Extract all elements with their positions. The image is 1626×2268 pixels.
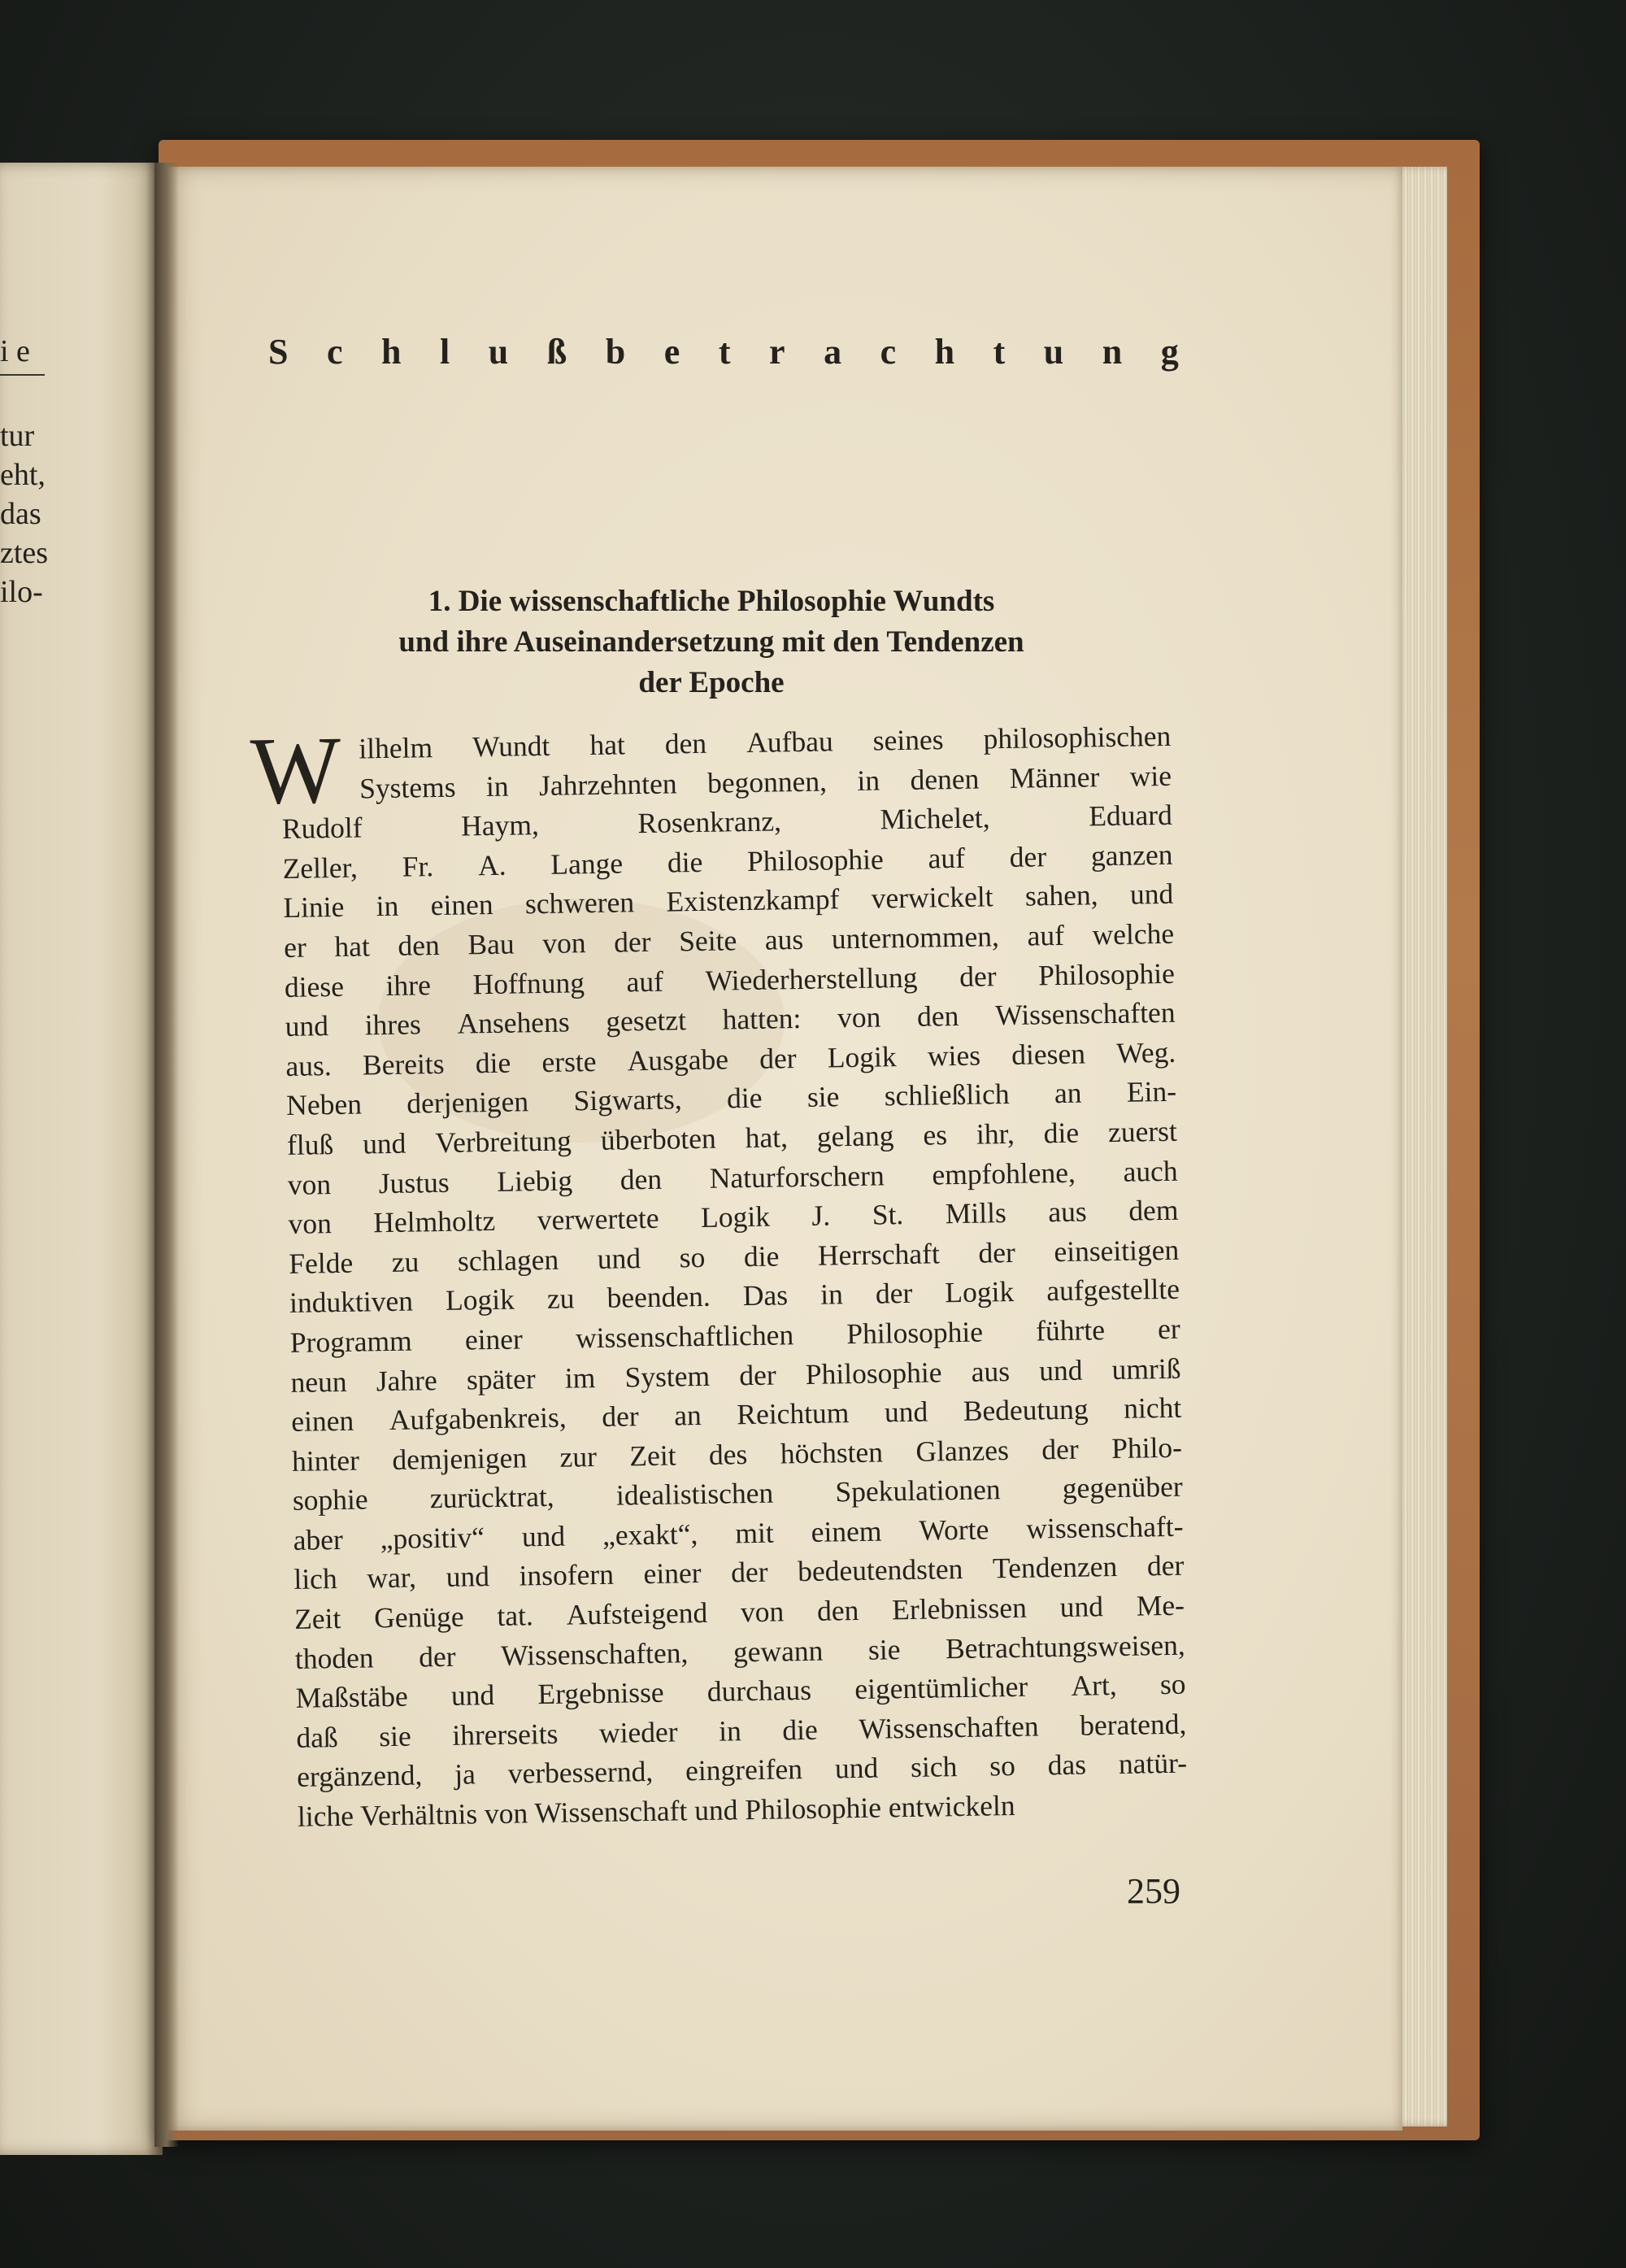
- word: Worte: [919, 1513, 989, 1547]
- word: einen: [430, 888, 493, 922]
- word: Mills: [945, 1196, 1007, 1230]
- word: Genüge: [373, 1600, 464, 1635]
- word: die: [726, 1082, 763, 1115]
- word: sophie: [292, 1482, 368, 1517]
- word: er: [1157, 1312, 1181, 1346]
- word: begonnen,: [706, 764, 828, 799]
- word: Bedeutung: [963, 1392, 1089, 1428]
- word: beenden.: [606, 1280, 711, 1315]
- word: zuerst: [1107, 1114, 1178, 1149]
- word: in: [376, 890, 399, 923]
- word: ganzen: [1090, 838, 1173, 873]
- word: ihres: [364, 1008, 422, 1042]
- word: gesetzt: [606, 1003, 687, 1038]
- word: System: [624, 1359, 711, 1393]
- word: Philosophie: [805, 1355, 942, 1391]
- left-fragment-3: eht,: [0, 458, 46, 492]
- word: und: [1038, 1353, 1083, 1386]
- word: Weg.: [1115, 1035, 1176, 1069]
- word: Wundt: [472, 729, 550, 764]
- word: Das: [742, 1278, 789, 1312]
- gutter-shadow: [154, 163, 179, 2147]
- word: gelang: [816, 1119, 894, 1153]
- word: Logik: [700, 1199, 771, 1234]
- word: verwertete: [537, 1201, 659, 1237]
- word: Philosophie: [746, 842, 885, 877]
- word: in: [857, 764, 880, 797]
- word: einem: [811, 1514, 882, 1548]
- word: Verbreitung: [434, 1124, 572, 1160]
- word: durchaus: [706, 1674, 812, 1709]
- word: thoden: [294, 1641, 374, 1675]
- word: St.: [872, 1198, 904, 1231]
- word: Tendenzen: [992, 1550, 1118, 1585]
- word: so: [1159, 1667, 1186, 1701]
- word: einer: [464, 1322, 524, 1356]
- word: der: [978, 1235, 1016, 1269]
- word: auf: [1027, 918, 1065, 952]
- word: Rudolf: [281, 811, 363, 846]
- word: der: [418, 1639, 456, 1674]
- word: dem: [1128, 1193, 1179, 1227]
- word: in: [485, 769, 509, 803]
- word: fluß: [286, 1127, 334, 1161]
- word: Logik: [445, 1282, 515, 1317]
- word: unternommen,: [831, 920, 1000, 956]
- word: hat,: [745, 1121, 789, 1155]
- heading-line-3: der Epoche: [638, 666, 785, 699]
- word: von: [287, 1167, 332, 1201]
- running-head-letter: S: [268, 331, 289, 372]
- word: Aufgabenkreis,: [389, 1400, 567, 1437]
- word: verbessernd,: [507, 1755, 654, 1791]
- word: Betrachtungsweisen,: [945, 1628, 1186, 1665]
- word: und: [446, 1560, 490, 1594]
- word: Erlebnissen: [891, 1591, 1028, 1626]
- word: aber: [293, 1522, 344, 1556]
- word: er: [283, 930, 307, 964]
- word: Jahrzehnten: [538, 766, 677, 802]
- word: Fr.: [402, 849, 434, 883]
- word: Aufsteigend: [566, 1595, 708, 1631]
- word: Wissenschaften: [858, 1709, 1039, 1745]
- word: Bau: [467, 927, 515, 961]
- running-head-letter: t: [718, 331, 731, 372]
- word: die: [743, 1239, 780, 1273]
- word: der: [613, 925, 651, 959]
- word: Wissenschaften: [994, 995, 1176, 1032]
- word: Ergebnisse: [537, 1675, 664, 1711]
- word: Hoffnung: [472, 965, 585, 1000]
- word: auf: [626, 964, 664, 998]
- running-head-letter: u: [1043, 331, 1064, 372]
- word: ilhelm: [359, 731, 433, 765]
- word: gegenüber: [1062, 1469, 1184, 1505]
- word: höchsten: [780, 1435, 884, 1470]
- word: Justus: [378, 1165, 450, 1199]
- heading-line-2: und ihre Auseinandersetzung mit den Tendenzen: [398, 625, 1024, 659]
- word: und: [285, 1009, 329, 1043]
- word: ihr,: [976, 1117, 1015, 1151]
- left-page-rule: [0, 374, 45, 376]
- word: sahen,: [1024, 878, 1098, 913]
- running-head-letter: e: [663, 331, 680, 372]
- word: Reichtum: [737, 1396, 850, 1431]
- word: lich: [293, 1562, 337, 1596]
- running-head-letter: t: [993, 331, 1006, 372]
- left-fragment-6: ilo-: [0, 575, 43, 609]
- running-head-letter: r: [769, 331, 785, 372]
- running-head-letter: h: [381, 331, 402, 372]
- word: Lange: [550, 847, 624, 881]
- word: bedeutendsten: [797, 1552, 963, 1588]
- word: philosophischen: [983, 719, 1172, 755]
- word: die: [782, 1713, 819, 1747]
- word: welche: [1092, 916, 1175, 951]
- word: diesen: [1011, 1037, 1086, 1071]
- running-head-letter: c: [880, 331, 897, 372]
- word: idealistischen: [615, 1476, 774, 1512]
- word: sie: [806, 1080, 840, 1114]
- word: und: [884, 1395, 928, 1429]
- word: Me-: [1136, 1588, 1185, 1622]
- left-page-text: [0, 163, 49, 2155]
- word: Philosophie: [1037, 956, 1176, 991]
- left-fragment-1: i e: [0, 334, 30, 368]
- word: Spekulationen: [835, 1473, 1001, 1508]
- word: J.: [811, 1199, 831, 1232]
- word: Naturforschern: [709, 1158, 885, 1195]
- word: der: [1146, 1549, 1185, 1582]
- word: der: [730, 1556, 768, 1589]
- word: die: [475, 1046, 511, 1080]
- word: später: [466, 1361, 536, 1396]
- word: und: [450, 1678, 495, 1713]
- word: Helmholtz: [373, 1204, 496, 1239]
- word: Logik: [945, 1275, 1015, 1309]
- word: mit: [735, 1516, 775, 1550]
- running-head-letter: c: [327, 331, 343, 372]
- word: seines: [872, 723, 944, 757]
- word: das: [1047, 1748, 1087, 1782]
- left-facing-page: [0, 163, 163, 2155]
- word: hinter: [291, 1443, 360, 1478]
- word: eigentümlicher: [854, 1669, 1028, 1706]
- word: Zeller,: [282, 851, 359, 885]
- word: daß: [296, 1720, 339, 1754]
- running-head-letter: a: [824, 331, 842, 372]
- word: Existenzkampf: [666, 882, 840, 918]
- running-head-letter: h: [934, 331, 955, 372]
- word: Programm: [289, 1324, 412, 1359]
- word: der: [601, 1400, 639, 1433]
- word: erste: [541, 1044, 597, 1078]
- word: Michelet,: [880, 801, 990, 836]
- word: natür-: [1118, 1747, 1188, 1781]
- word: ergänzend,: [296, 1758, 423, 1794]
- word: den: [916, 999, 959, 1033]
- word: Wiederherstellung: [705, 960, 918, 997]
- heading-line-1: 1. Die wissenschaftliche Philosophie Wundts: [428, 585, 995, 618]
- word: wissenschaftlichen: [575, 1318, 794, 1355]
- word: Herrschaft: [817, 1237, 941, 1272]
- word: Ein-: [1126, 1075, 1177, 1109]
- word: hat: [589, 728, 626, 762]
- word: war,: [367, 1561, 417, 1595]
- running-head-letter: g: [1160, 331, 1179, 372]
- word: Systems: [359, 770, 456, 805]
- word: auch: [1123, 1154, 1178, 1188]
- word: „exakt“,: [602, 1517, 698, 1552]
- word: aus.: [285, 1048, 332, 1082]
- word: einen: [291, 1404, 354, 1438]
- word: zu: [546, 1282, 575, 1316]
- word: Wissenschaften,: [500, 1635, 689, 1672]
- word: es: [923, 1118, 948, 1151]
- word: verwickelt: [871, 880, 993, 915]
- word: Liebig: [497, 1163, 573, 1198]
- word: wie: [1129, 759, 1172, 793]
- word: hat: [334, 929, 371, 963]
- word: wies: [927, 1038, 981, 1073]
- word: Bereits: [362, 1047, 445, 1082]
- word: Felde: [288, 1246, 354, 1280]
- body-text: [280, 716, 1188, 1837]
- word: von: [740, 1595, 785, 1629]
- word: tat.: [497, 1599, 534, 1633]
- word: der: [759, 1041, 797, 1075]
- word: von: [288, 1207, 333, 1241]
- word: im: [564, 1360, 596, 1395]
- running-head-letter: b: [605, 331, 626, 372]
- word: an: [673, 1399, 702, 1432]
- word: Männer: [1009, 760, 1100, 794]
- word: diese: [284, 969, 345, 1003]
- word: aus: [1048, 1195, 1087, 1229]
- word: des: [708, 1437, 748, 1471]
- word: Glanzes: [915, 1433, 1010, 1468]
- word: Logik: [827, 1039, 897, 1074]
- drop-cap: W: [249, 716, 342, 825]
- word: überboten: [600, 1121, 717, 1156]
- section-heading: [285, 581, 1138, 703]
- word: Jahre: [376, 1363, 438, 1397]
- word: Maßstäbe: [295, 1679, 409, 1715]
- word: Philosophie: [846, 1315, 984, 1351]
- word: und: [362, 1126, 406, 1160]
- word: Seite: [678, 924, 737, 958]
- running-head: [268, 319, 1179, 384]
- word: der: [738, 1358, 776, 1391]
- word: führte: [1035, 1313, 1106, 1347]
- word: „positiv“: [380, 1521, 485, 1556]
- word: und: [834, 1752, 879, 1785]
- word: zu: [391, 1245, 420, 1278]
- word: gewann: [733, 1634, 824, 1669]
- word: einer: [643, 1556, 702, 1591]
- word: Neben: [285, 1087, 363, 1122]
- word: so: [989, 1749, 1016, 1783]
- word: denen: [910, 762, 980, 796]
- word: und: [597, 1241, 641, 1275]
- word: der: [1009, 840, 1047, 873]
- word: und: [1129, 877, 1174, 911]
- word: aus: [971, 1354, 1011, 1388]
- word: einseitigen: [1054, 1233, 1180, 1268]
- word: eingreifen: [685, 1752, 803, 1787]
- word: Art,: [1071, 1669, 1117, 1703]
- running-head-letter: n: [1102, 331, 1123, 372]
- word: nicht: [1123, 1391, 1182, 1425]
- word: sie: [867, 1632, 901, 1666]
- word: und: [521, 1519, 566, 1553]
- word: aufgestellte: [1046, 1273, 1180, 1308]
- word: die: [667, 845, 703, 879]
- word: Ansehens: [457, 1005, 570, 1040]
- word: schlagen: [457, 1243, 559, 1278]
- word: schweren: [524, 886, 635, 921]
- word: Sigwarts,: [573, 1082, 682, 1117]
- word: Ausgabe: [627, 1043, 729, 1077]
- running-head-letter: u: [488, 331, 509, 372]
- word: Eduard: [1088, 798, 1173, 833]
- left-fragment-2: tur: [0, 419, 35, 453]
- word: A.: [477, 848, 506, 882]
- word: insofern: [519, 1558, 615, 1592]
- word: Zeit: [293, 1602, 341, 1635]
- word: Aufbau: [746, 725, 833, 759]
- word: in: [718, 1714, 742, 1748]
- word: in: [820, 1278, 844, 1311]
- word: wieder: [598, 1715, 678, 1749]
- left-fragment-4: das: [0, 497, 41, 531]
- body-line: liche Verhältnis von Wissenschaft und Philosophie entwickeln: [297, 1789, 1015, 1833]
- word: wissenschaft-: [1025, 1509, 1184, 1545]
- running-head-letter: ß: [546, 331, 567, 372]
- word: Linie: [283, 890, 345, 925]
- word: zur: [559, 1439, 598, 1474]
- word: den: [816, 1594, 859, 1627]
- word: den: [664, 726, 707, 760]
- word: Haym,: [460, 808, 540, 842]
- word: schließlich: [884, 1077, 1010, 1112]
- word: neun: [290, 1365, 347, 1399]
- left-fragment-5: ztes: [0, 536, 49, 570]
- word: so: [679, 1240, 706, 1274]
- word: von: [837, 1000, 881, 1034]
- word: aus: [764, 922, 804, 956]
- word: empfohlene,: [932, 1156, 1076, 1191]
- word: der: [959, 959, 997, 993]
- word: den: [398, 928, 441, 962]
- word: demjenigen: [392, 1441, 528, 1476]
- word: Rosenkranz,: [637, 804, 782, 840]
- word: sich: [910, 1750, 958, 1784]
- word: hatten:: [722, 1002, 802, 1036]
- word: von: [541, 926, 586, 960]
- word: der: [1041, 1432, 1079, 1466]
- running-head-letter: l: [440, 331, 450, 372]
- word: und: [1059, 1590, 1104, 1624]
- word: ja: [454, 1757, 476, 1791]
- word: induktiven: [289, 1284, 414, 1320]
- word: auf: [928, 841, 966, 875]
- word: die: [1043, 1116, 1080, 1150]
- word: derjenigen: [406, 1085, 529, 1120]
- word: Philo-: [1111, 1430, 1183, 1465]
- page-number: 259: [1127, 1871, 1180, 1911]
- word: an: [1054, 1076, 1082, 1110]
- word: der: [875, 1277, 913, 1310]
- word: umriß: [1111, 1352, 1181, 1386]
- word: sie: [378, 1719, 412, 1753]
- word: ihrerseits: [451, 1717, 559, 1752]
- word: beratend,: [1079, 1707, 1187, 1742]
- word: ihre: [385, 968, 432, 1002]
- word: zurücktrat,: [429, 1480, 554, 1515]
- word: Zeit: [629, 1439, 676, 1473]
- word: den: [620, 1162, 663, 1196]
